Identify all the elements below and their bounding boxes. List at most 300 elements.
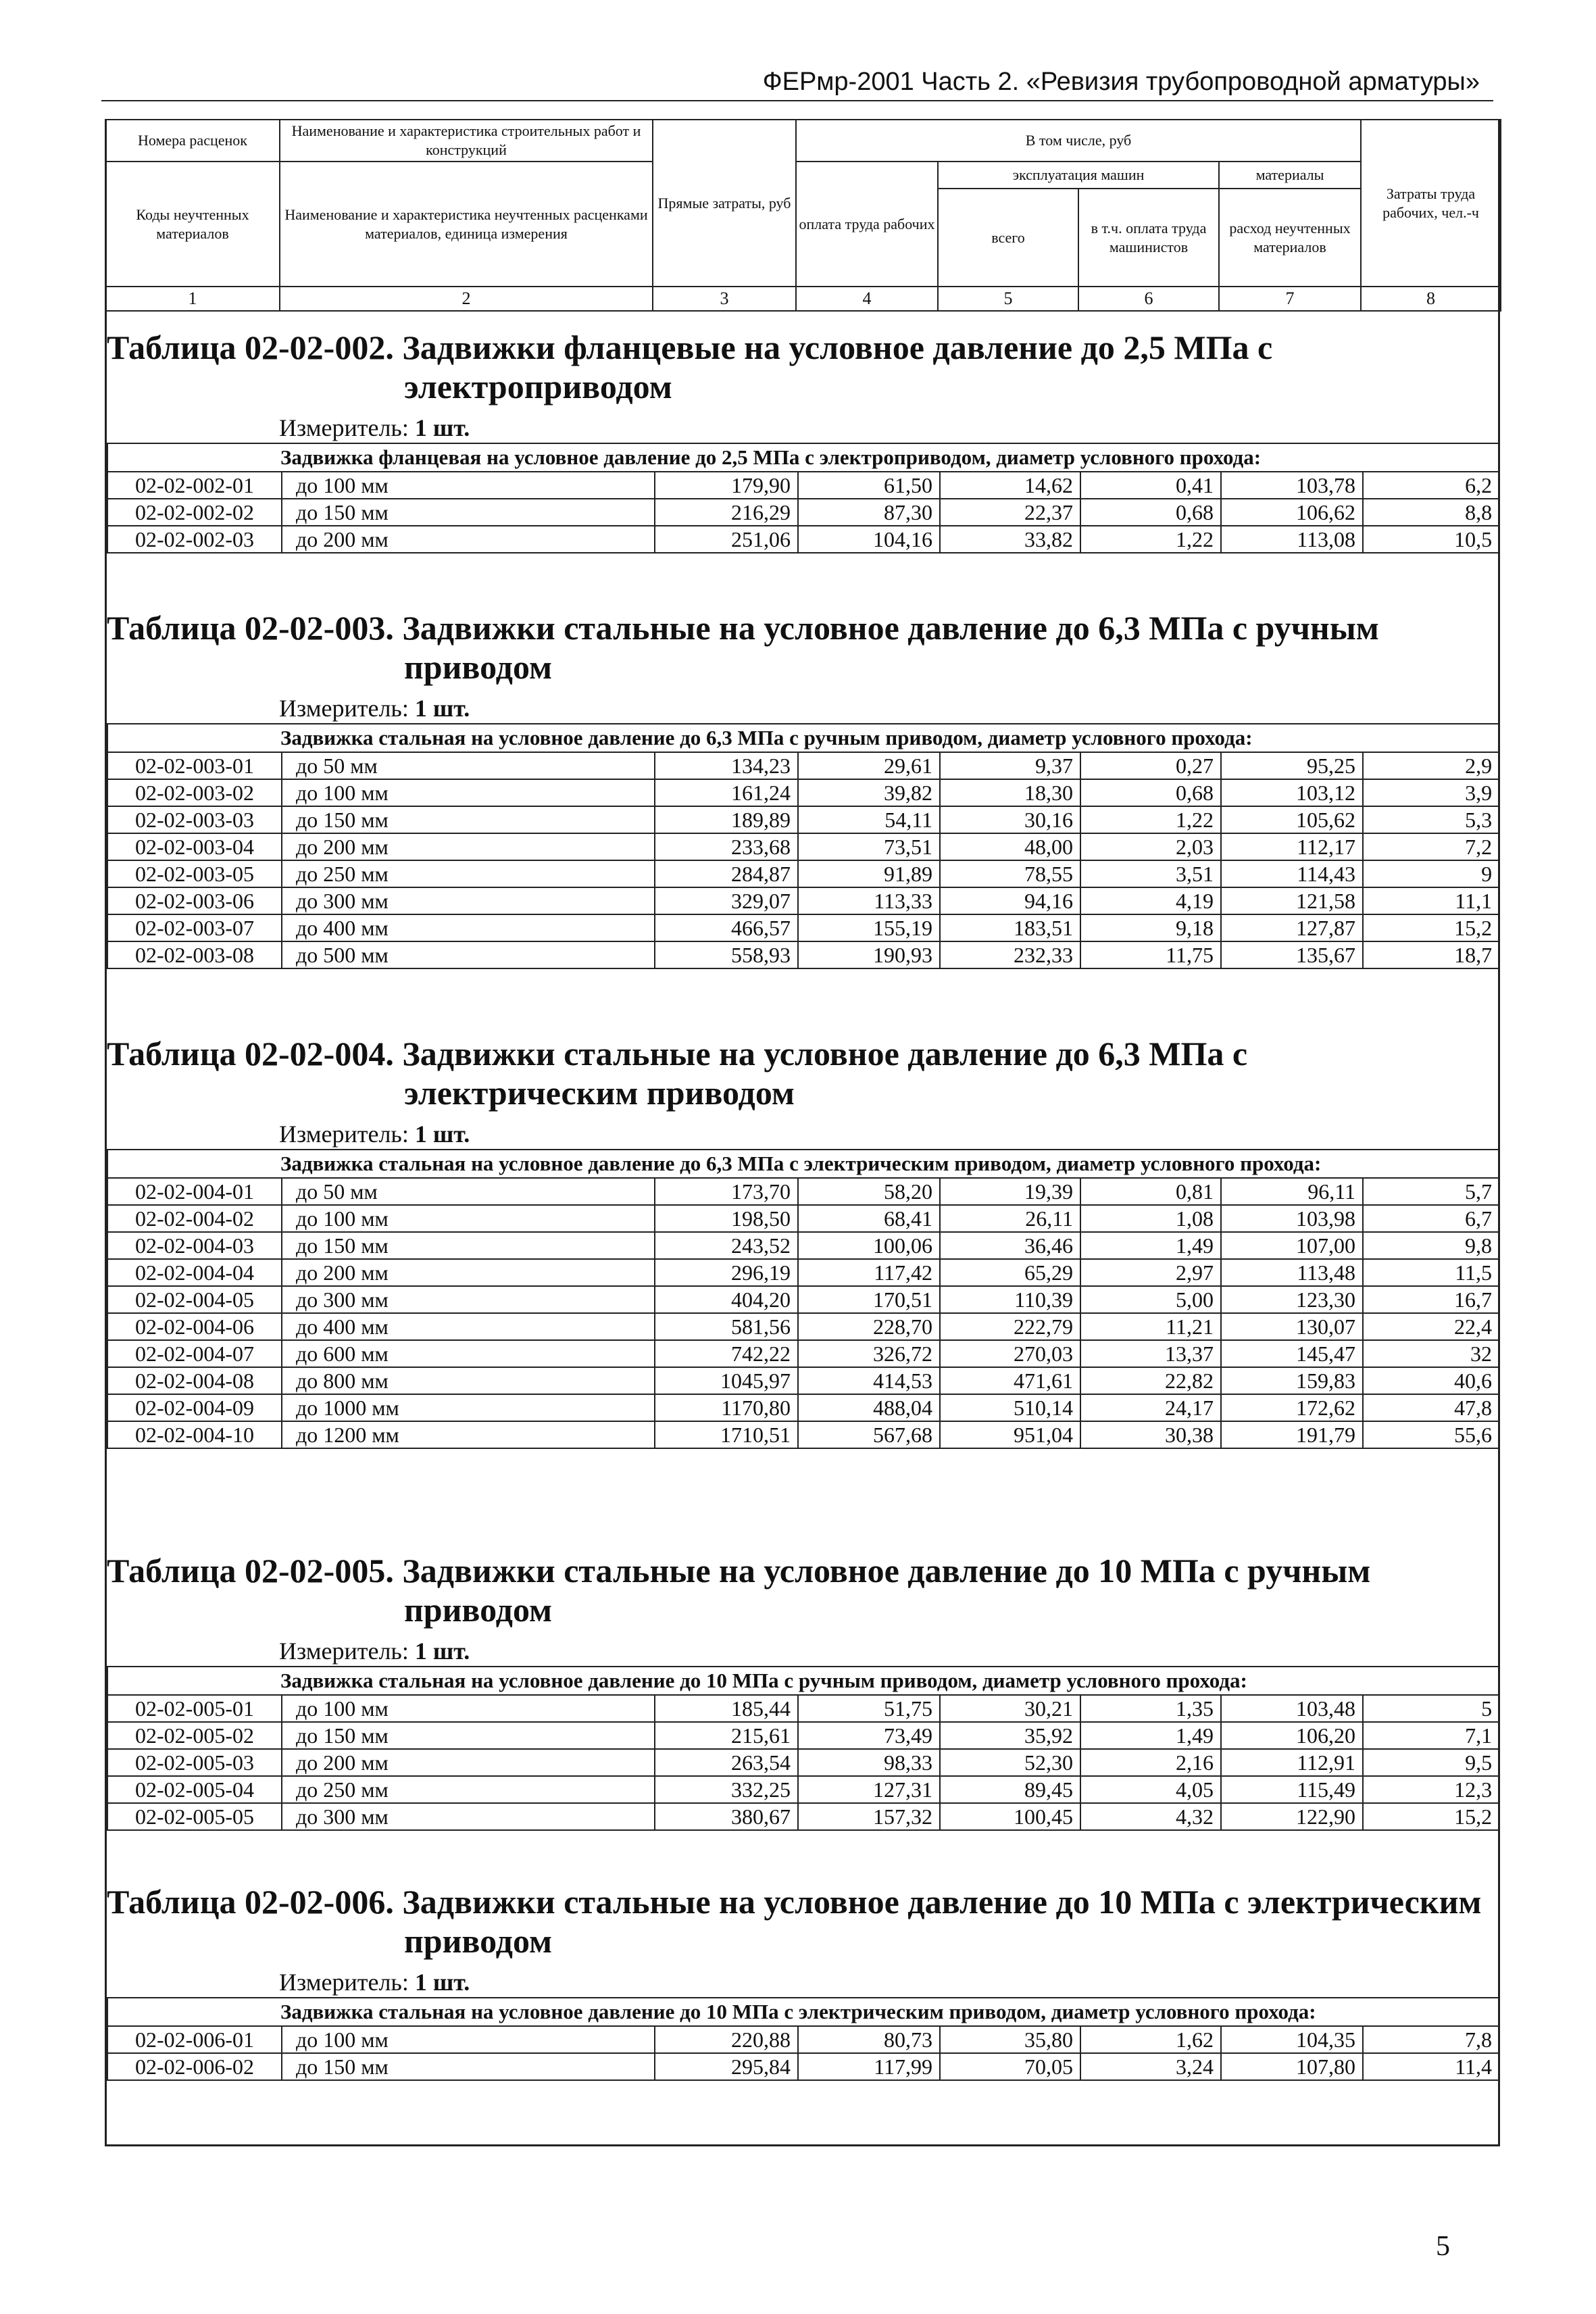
cell-diameter: до 300 мм [282, 887, 655, 914]
cell-rate-code: 02-02-004-04 [107, 1259, 282, 1286]
cell-labor-hours: 16,7 [1363, 1286, 1499, 1313]
cell-rate-code: 02-02-002-02 [107, 499, 282, 526]
cell-diameter: до 150 мм [282, 1722, 655, 1749]
cell-diameter: до 50 мм [282, 1178, 655, 1205]
cell-labor-hours: 10,5 [1363, 526, 1499, 553]
cell-machinist-pay: 2,16 [1080, 1749, 1221, 1776]
table-row [107, 499, 1499, 526]
cell-machines-total: 35,92 [940, 1722, 1080, 1749]
cell-material-consumption: 123,30 [1221, 1286, 1363, 1313]
cell-diameter: до 150 мм [282, 1232, 655, 1259]
cell-material-consumption: 103,12 [1221, 779, 1363, 806]
table-row [107, 1205, 1499, 1232]
cell-labor-hours: 15,2 [1363, 1803, 1499, 1830]
cell-direct-costs: 380,67 [655, 1803, 798, 1830]
cell-rate-code: 02-02-002-01 [107, 472, 282, 499]
cell-labor-hours: 55,6 [1363, 1421, 1499, 1448]
unit-label: Измеритель: [279, 695, 409, 722]
table-row [107, 1803, 1499, 1830]
cell-labor-hours: 7,2 [1363, 833, 1499, 860]
cell-material-consumption: 113,08 [1221, 526, 1363, 553]
cell-direct-costs: 296,19 [655, 1259, 798, 1286]
cell-material-consumption: 96,11 [1221, 1178, 1363, 1205]
cell-rate-code: 02-02-004-03 [107, 1232, 282, 1259]
table-row [107, 1286, 1499, 1313]
rates-table [107, 1997, 1500, 2081]
cell-worker-pay: 567,68 [798, 1421, 940, 1448]
cell-diameter: до 800 мм [282, 1367, 655, 1394]
cell-labor-hours: 8,8 [1363, 499, 1499, 526]
table-section [107, 1034, 1499, 1449]
cell-machines-total: 30,16 [940, 806, 1080, 833]
cell-machinist-pay: 0,27 [1080, 752, 1221, 779]
cell-machinist-pay: 1,22 [1080, 806, 1221, 833]
col-number: 3 [653, 287, 796, 311]
cell-worker-pay: 54,11 [798, 806, 940, 833]
col-rate-numbers: Номера расценок [105, 120, 280, 162]
cell-worker-pay: 157,32 [798, 1803, 940, 1830]
table-row [107, 526, 1499, 553]
col-number: 7 [1219, 287, 1361, 311]
cell-machinist-pay: 1,35 [1080, 1695, 1221, 1722]
cell-rate-code: 02-02-003-01 [107, 752, 282, 779]
rates-table [107, 443, 1500, 553]
cell-direct-costs: 1170,80 [655, 1394, 798, 1421]
col-materials: материалы [1219, 162, 1361, 189]
cell-labor-hours: 2,9 [1363, 752, 1499, 779]
cell-material-consumption: 159,83 [1221, 1367, 1363, 1394]
cell-direct-costs: 185,44 [655, 1695, 798, 1722]
cell-worker-pay: 117,99 [798, 2053, 940, 2080]
cell-machinist-pay: 11,75 [1080, 941, 1221, 968]
cell-machinist-pay: 3,51 [1080, 860, 1221, 887]
cell-machinist-pay: 0,81 [1080, 1178, 1221, 1205]
page-number: 5 [1436, 2231, 1450, 2262]
cell-direct-costs: 1710,51 [655, 1421, 798, 1448]
table-row [107, 1313, 1499, 1340]
cell-machinist-pay: 4,32 [1080, 1803, 1221, 1830]
cell-rate-code: 02-02-004-01 [107, 1178, 282, 1205]
cell-direct-costs: 329,07 [655, 887, 798, 914]
cell-material-consumption: 112,91 [1221, 1749, 1363, 1776]
col-direct-costs: Прямые затраты, руб [653, 120, 796, 287]
cell-machines-total: 19,39 [940, 1178, 1080, 1205]
cell-machinist-pay: 0,68 [1080, 779, 1221, 806]
cell-direct-costs: 243,52 [655, 1232, 798, 1259]
cell-rate-code: 02-02-004-08 [107, 1367, 282, 1394]
cell-machines-total: 36,46 [940, 1232, 1080, 1259]
cell-material-consumption: 106,62 [1221, 499, 1363, 526]
cell-machinist-pay: 11,21 [1080, 1313, 1221, 1340]
table-row [107, 752, 1499, 779]
cell-labor-hours: 7,1 [1363, 1722, 1499, 1749]
cell-labor-hours: 9 [1363, 860, 1499, 887]
cell-direct-costs: 189,89 [655, 806, 798, 833]
cell-machinist-pay: 4,19 [1080, 887, 1221, 914]
cell-rate-code: 02-02-003-02 [107, 779, 282, 806]
table-row [107, 914, 1499, 941]
cell-worker-pay: 170,51 [798, 1286, 940, 1313]
col-machines-total: всего [938, 189, 1078, 287]
cell-diameter: до 150 мм [282, 2053, 655, 2080]
table-caption: Задвижка стальная на условное давление до 10 МПа с ручным приводом, диаметр условного прохода: [107, 1667, 1499, 1695]
table-section [107, 328, 1499, 553]
table-row [107, 472, 1499, 499]
cell-worker-pay: 98,33 [798, 1749, 940, 1776]
cell-machines-total: 183,51 [940, 914, 1080, 941]
col-number: 1 [105, 287, 280, 311]
cell-rate-code: 02-02-005-02 [107, 1722, 282, 1749]
cell-diameter: до 300 мм [282, 1803, 655, 1830]
section-title: Таблица 02-02-003. Задвижки стальные на условное давление до 6,3 МПа с ручным приводом [107, 609, 1379, 686]
cell-material-consumption: 172,62 [1221, 1394, 1363, 1421]
cell-machinist-pay: 0,68 [1080, 499, 1221, 526]
cell-diameter: до 200 мм [282, 1259, 655, 1286]
cell-direct-costs: 173,70 [655, 1178, 798, 1205]
cell-machinist-pay: 2,03 [1080, 833, 1221, 860]
cell-material-consumption: 107,00 [1221, 1232, 1363, 1259]
cell-machinist-pay: 2,97 [1080, 1259, 1221, 1286]
col-number: 6 [1078, 287, 1219, 311]
unit-label: Измеритель: [279, 1121, 409, 1148]
cell-worker-pay: 127,31 [798, 1776, 940, 1803]
cell-rate-code: 02-02-005-03 [107, 1749, 282, 1776]
cell-labor-hours: 40,6 [1363, 1367, 1499, 1394]
cell-machines-total: 100,45 [940, 1803, 1080, 1830]
cell-worker-pay: 73,49 [798, 1722, 940, 1749]
measurement-unit [107, 1636, 1499, 1666]
section-title: Таблица 02-02-002. Задвижки фланцевые на условное давление до 2,5 МПа с электроприводом [107, 328, 1273, 405]
cell-rate-code: 02-02-005-05 [107, 1803, 282, 1830]
cell-worker-pay: 61,50 [798, 472, 940, 499]
cell-machines-total: 52,30 [940, 1749, 1080, 1776]
cell-labor-hours: 5,7 [1363, 1178, 1499, 1205]
table-row [107, 1178, 1499, 1205]
cell-machines-total: 14,62 [940, 472, 1080, 499]
col-number: 2 [280, 287, 653, 311]
cell-machinist-pay: 1,08 [1080, 1205, 1221, 1232]
cell-diameter: до 50 мм [282, 752, 655, 779]
col-machines: эксплуатация машин [938, 162, 1219, 189]
cell-machines-total: 270,03 [940, 1340, 1080, 1367]
cell-labor-hours: 15,2 [1363, 914, 1499, 941]
table-caption: Задвижка стальная на условное давление до 10 МПа с электрическим приводом, диаметр условного прохода: [107, 1998, 1499, 2026]
cell-direct-costs: 215,61 [655, 1722, 798, 1749]
section-title: Таблица 02-02-006. Задвижки стальные на условное давление до 10 МПа с электрическим приводом [107, 1883, 1482, 1960]
col-including: В том числе, руб [796, 120, 1361, 162]
table-row [107, 1394, 1499, 1421]
cell-material-consumption: 135,67 [1221, 941, 1363, 968]
cell-diameter: до 150 мм [282, 806, 655, 833]
cell-direct-costs: 179,90 [655, 472, 798, 499]
rates-table [107, 723, 1500, 969]
cell-diameter: до 400 мм [282, 914, 655, 941]
cell-worker-pay: 68,41 [798, 1205, 940, 1232]
cell-labor-hours: 32 [1363, 1340, 1499, 1367]
cell-material-consumption: 103,98 [1221, 1205, 1363, 1232]
measurement-unit [107, 1967, 1499, 1997]
cell-direct-costs: 233,68 [655, 833, 798, 860]
cell-rate-code: 02-02-004-09 [107, 1394, 282, 1421]
cell-diameter: до 1000 мм [282, 1394, 655, 1421]
cell-machinist-pay: 3,24 [1080, 2053, 1221, 2080]
cell-direct-costs: 216,29 [655, 499, 798, 526]
cell-labor-hours: 18,7 [1363, 941, 1499, 968]
cell-rate-code: 02-02-004-05 [107, 1286, 282, 1313]
unit-value: 1 шт. [414, 1969, 470, 1996]
cell-direct-costs: 558,93 [655, 941, 798, 968]
cell-machines-total: 70,05 [940, 2053, 1080, 2080]
section-title: Таблица 02-02-004. Задвижки стальные на условное давление до 6,3 МПа с электрическим приводом [107, 1035, 1248, 1112]
cell-diameter: до 100 мм [282, 1695, 655, 1722]
cell-diameter: до 300 мм [282, 1286, 655, 1313]
cell-worker-pay: 58,20 [798, 1178, 940, 1205]
col-machinist-pay: в т.ч. оплата труда машинистов [1078, 189, 1219, 287]
cell-direct-costs: 581,56 [655, 1313, 798, 1340]
cell-material-consumption: 114,43 [1221, 860, 1363, 887]
cell-diameter: до 200 мм [282, 833, 655, 860]
cell-rate-code: 02-02-004-07 [107, 1340, 282, 1367]
cell-labor-hours: 11,4 [1363, 2053, 1499, 2080]
cell-material-consumption: 103,78 [1221, 472, 1363, 499]
cell-direct-costs: 295,84 [655, 2053, 798, 2080]
cell-machines-total: 110,39 [940, 1286, 1080, 1313]
cell-worker-pay: 87,30 [798, 499, 940, 526]
cell-direct-costs: 332,25 [655, 1776, 798, 1803]
column-header-table [105, 119, 1501, 312]
cell-material-consumption: 112,17 [1221, 833, 1363, 860]
table-row [107, 1367, 1499, 1394]
cell-direct-costs: 263,54 [655, 1749, 798, 1776]
table-row [107, 1232, 1499, 1259]
cell-machinist-pay: 1,22 [1080, 526, 1221, 553]
cell-machinist-pay: 1,49 [1080, 1722, 1221, 1749]
cell-direct-costs: 1045,97 [655, 1367, 798, 1394]
cell-machinist-pay: 0,41 [1080, 472, 1221, 499]
cell-rate-code: 02-02-005-04 [107, 1776, 282, 1803]
cell-worker-pay: 414,53 [798, 1367, 940, 1394]
cell-labor-hours: 47,8 [1363, 1394, 1499, 1421]
cell-worker-pay: 29,61 [798, 752, 940, 779]
cell-labor-hours: 3,9 [1363, 779, 1499, 806]
section-title: Таблица 02-02-005. Задвижки стальные на условное давление до 10 МПа с ручным приводом [107, 1552, 1371, 1629]
cell-rate-code: 02-02-003-06 [107, 887, 282, 914]
unit-label: Измеритель: [279, 1969, 409, 1996]
table-section [107, 1882, 1499, 2081]
measurement-unit [107, 1119, 1499, 1149]
cell-machinist-pay: 24,17 [1080, 1394, 1221, 1421]
measurement-unit [107, 413, 1499, 443]
cell-rate-code: 02-02-004-06 [107, 1313, 282, 1340]
table-row [107, 941, 1499, 968]
col-labor: Затраты труда рабочих, чел.-ч [1361, 120, 1501, 287]
cell-machinist-pay: 9,18 [1080, 914, 1221, 941]
cell-worker-pay: 113,33 [798, 887, 940, 914]
cell-diameter: до 100 мм [282, 472, 655, 499]
table-row [107, 1695, 1499, 1722]
cell-worker-pay: 104,16 [798, 526, 940, 553]
running-header: ФЕРмр-2001 Часть 2. «Ревизия трубопроводной арматуры» [762, 68, 1480, 96]
cell-rate-code: 02-02-006-01 [107, 2026, 282, 2053]
cell-labor-hours: 5 [1363, 1695, 1499, 1722]
cell-direct-costs: 284,87 [655, 860, 798, 887]
table-row [107, 860, 1499, 887]
cell-labor-hours: 6,2 [1363, 472, 1499, 499]
cell-labor-hours: 5,3 [1363, 806, 1499, 833]
cell-material-consumption: 115,49 [1221, 1776, 1363, 1803]
cell-rate-code: 02-02-003-05 [107, 860, 282, 887]
cell-direct-costs: 161,24 [655, 779, 798, 806]
cell-machines-total: 9,37 [940, 752, 1080, 779]
unit-label: Измеритель: [279, 1638, 409, 1665]
cell-diameter: до 100 мм [282, 779, 655, 806]
cell-diameter: до 250 мм [282, 1776, 655, 1803]
cell-worker-pay: 80,73 [798, 2026, 940, 2053]
cell-machines-total: 471,61 [940, 1367, 1080, 1394]
cell-worker-pay: 155,19 [798, 914, 940, 941]
cell-machinist-pay: 30,38 [1080, 1421, 1221, 1448]
cell-labor-hours: 9,8 [1363, 1232, 1499, 1259]
cell-machines-total: 48,00 [940, 833, 1080, 860]
col-number: 4 [796, 287, 938, 311]
cell-labor-hours: 22,4 [1363, 1313, 1499, 1340]
cell-material-consumption: 122,90 [1221, 1803, 1363, 1830]
cell-diameter: до 100 мм [282, 2026, 655, 2053]
table-caption: Задвижка стальная на условное давление до 6,3 МПа с электрическим приводом, диаметр условного прохода: [107, 1150, 1499, 1178]
cell-rate-code: 02-02-003-08 [107, 941, 282, 968]
table-row [107, 2053, 1499, 2080]
col-material-codes: Коды неучтенных материалов [105, 162, 280, 287]
cell-machinist-pay: 1,62 [1080, 2026, 1221, 2053]
table-caption: Задвижка фланцевая на условное давление до 2,5 МПа с электроприводом, диаметр условного прохода: [107, 443, 1499, 472]
cell-direct-costs: 404,20 [655, 1286, 798, 1313]
cell-material-consumption: 107,80 [1221, 2053, 1363, 2080]
cell-machines-total: 30,21 [940, 1695, 1080, 1722]
cell-diameter: до 200 мм [282, 1749, 655, 1776]
cell-rate-code: 02-02-003-03 [107, 806, 282, 833]
table-caption: Задвижка стальная на условное давление до 6,3 МПа с ручным приводом, диаметр условного прохода: [107, 724, 1499, 752]
cell-diameter: до 500 мм [282, 941, 655, 968]
cell-worker-pay: 51,75 [798, 1695, 940, 1722]
table-section [107, 608, 1499, 969]
table-row [107, 1340, 1499, 1367]
cell-diameter: до 600 мм [282, 1340, 655, 1367]
col-material-name: Наименование и характеристика неучтенных расценками материалов, единица измерения [280, 162, 653, 287]
cell-worker-pay: 91,89 [798, 860, 940, 887]
cell-diameter: до 200 мм [282, 526, 655, 553]
cell-material-consumption: 121,58 [1221, 887, 1363, 914]
measurement-unit [107, 693, 1499, 723]
cell-labor-hours: 6,7 [1363, 1205, 1499, 1232]
cell-rate-code: 02-02-004-02 [107, 1205, 282, 1232]
cell-diameter: до 400 мм [282, 1313, 655, 1340]
cell-worker-pay: 488,04 [798, 1394, 940, 1421]
unit-value: 1 шт. [414, 1638, 470, 1665]
cell-direct-costs: 466,57 [655, 914, 798, 941]
table-row [107, 2026, 1499, 2053]
cell-labor-hours: 11,5 [1363, 1259, 1499, 1286]
table-row [107, 833, 1499, 860]
cell-labor-hours: 12,3 [1363, 1776, 1499, 1803]
cell-labor-hours: 11,1 [1363, 887, 1499, 914]
cell-material-consumption: 104,35 [1221, 2026, 1363, 2053]
cell-worker-pay: 39,82 [798, 779, 940, 806]
unit-value: 1 шт. [414, 414, 470, 441]
cell-direct-costs: 251,06 [655, 526, 798, 553]
cell-diameter: до 250 мм [282, 860, 655, 887]
cell-material-consumption: 127,87 [1221, 914, 1363, 941]
cell-material-consumption: 113,48 [1221, 1259, 1363, 1286]
cell-diameter: до 1200 мм [282, 1421, 655, 1448]
cell-machines-total: 26,11 [940, 1205, 1080, 1232]
col-number: 8 [1361, 287, 1501, 311]
table-section [107, 1551, 1499, 1831]
unit-value: 1 шт. [414, 695, 470, 722]
cell-labor-hours: 7,8 [1363, 2026, 1499, 2053]
unit-value: 1 шт. [414, 1121, 470, 1148]
col-worker-pay: оплата труда рабочих [796, 162, 938, 287]
cell-machines-total: 18,30 [940, 779, 1080, 806]
table-row [107, 806, 1499, 833]
cell-worker-pay: 190,93 [798, 941, 940, 968]
cell-machines-total: 232,33 [940, 941, 1080, 968]
cell-machinist-pay: 5,00 [1080, 1286, 1221, 1313]
cell-machines-total: 510,14 [940, 1394, 1080, 1421]
table-row [107, 779, 1499, 806]
cell-worker-pay: 228,70 [798, 1313, 940, 1340]
cell-material-consumption: 103,48 [1221, 1695, 1363, 1722]
cell-rate-code: 02-02-003-04 [107, 833, 282, 860]
cell-machines-total: 65,29 [940, 1259, 1080, 1286]
col-number: 5 [938, 287, 1078, 311]
unit-label: Измеритель: [279, 414, 409, 441]
cell-material-consumption: 191,79 [1221, 1421, 1363, 1448]
cell-material-consumption: 106,20 [1221, 1722, 1363, 1749]
cell-machines-total: 94,16 [940, 887, 1080, 914]
table-row [107, 1722, 1499, 1749]
cell-machinist-pay: 22,82 [1080, 1367, 1221, 1394]
cell-machines-total: 22,37 [940, 499, 1080, 526]
cell-machines-total: 35,80 [940, 2026, 1080, 2053]
rates-table [107, 1666, 1500, 1831]
cell-rate-code: 02-02-006-02 [107, 2053, 282, 2080]
cell-rate-code: 02-02-004-10 [107, 1421, 282, 1448]
cell-machinist-pay: 1,49 [1080, 1232, 1221, 1259]
cell-material-consumption: 145,47 [1221, 1340, 1363, 1367]
col-work-name: Наименование и характеристика строительных работ и конструкций [280, 120, 653, 162]
cell-material-consumption: 105,62 [1221, 806, 1363, 833]
cell-rate-code: 02-02-005-01 [107, 1695, 282, 1722]
table-row [107, 1421, 1499, 1448]
cell-direct-costs: 198,50 [655, 1205, 798, 1232]
cell-machines-total: 951,04 [940, 1421, 1080, 1448]
cell-material-consumption: 95,25 [1221, 752, 1363, 779]
cell-worker-pay: 73,51 [798, 833, 940, 860]
cell-diameter: до 100 мм [282, 1205, 655, 1232]
cell-machines-total: 33,82 [940, 526, 1080, 553]
rates-table [107, 1149, 1500, 1449]
cell-worker-pay: 100,06 [798, 1232, 940, 1259]
header-rule [101, 100, 1493, 101]
cell-worker-pay: 326,72 [798, 1340, 940, 1367]
cell-material-consumption: 130,07 [1221, 1313, 1363, 1340]
cell-labor-hours: 9,5 [1363, 1749, 1499, 1776]
col-material-consumption: расход неучтенных материалов [1219, 189, 1361, 287]
cell-rate-code: 02-02-003-07 [107, 914, 282, 941]
table-row [107, 887, 1499, 914]
cell-machinist-pay: 4,05 [1080, 1776, 1221, 1803]
cell-machinist-pay: 13,37 [1080, 1340, 1221, 1367]
